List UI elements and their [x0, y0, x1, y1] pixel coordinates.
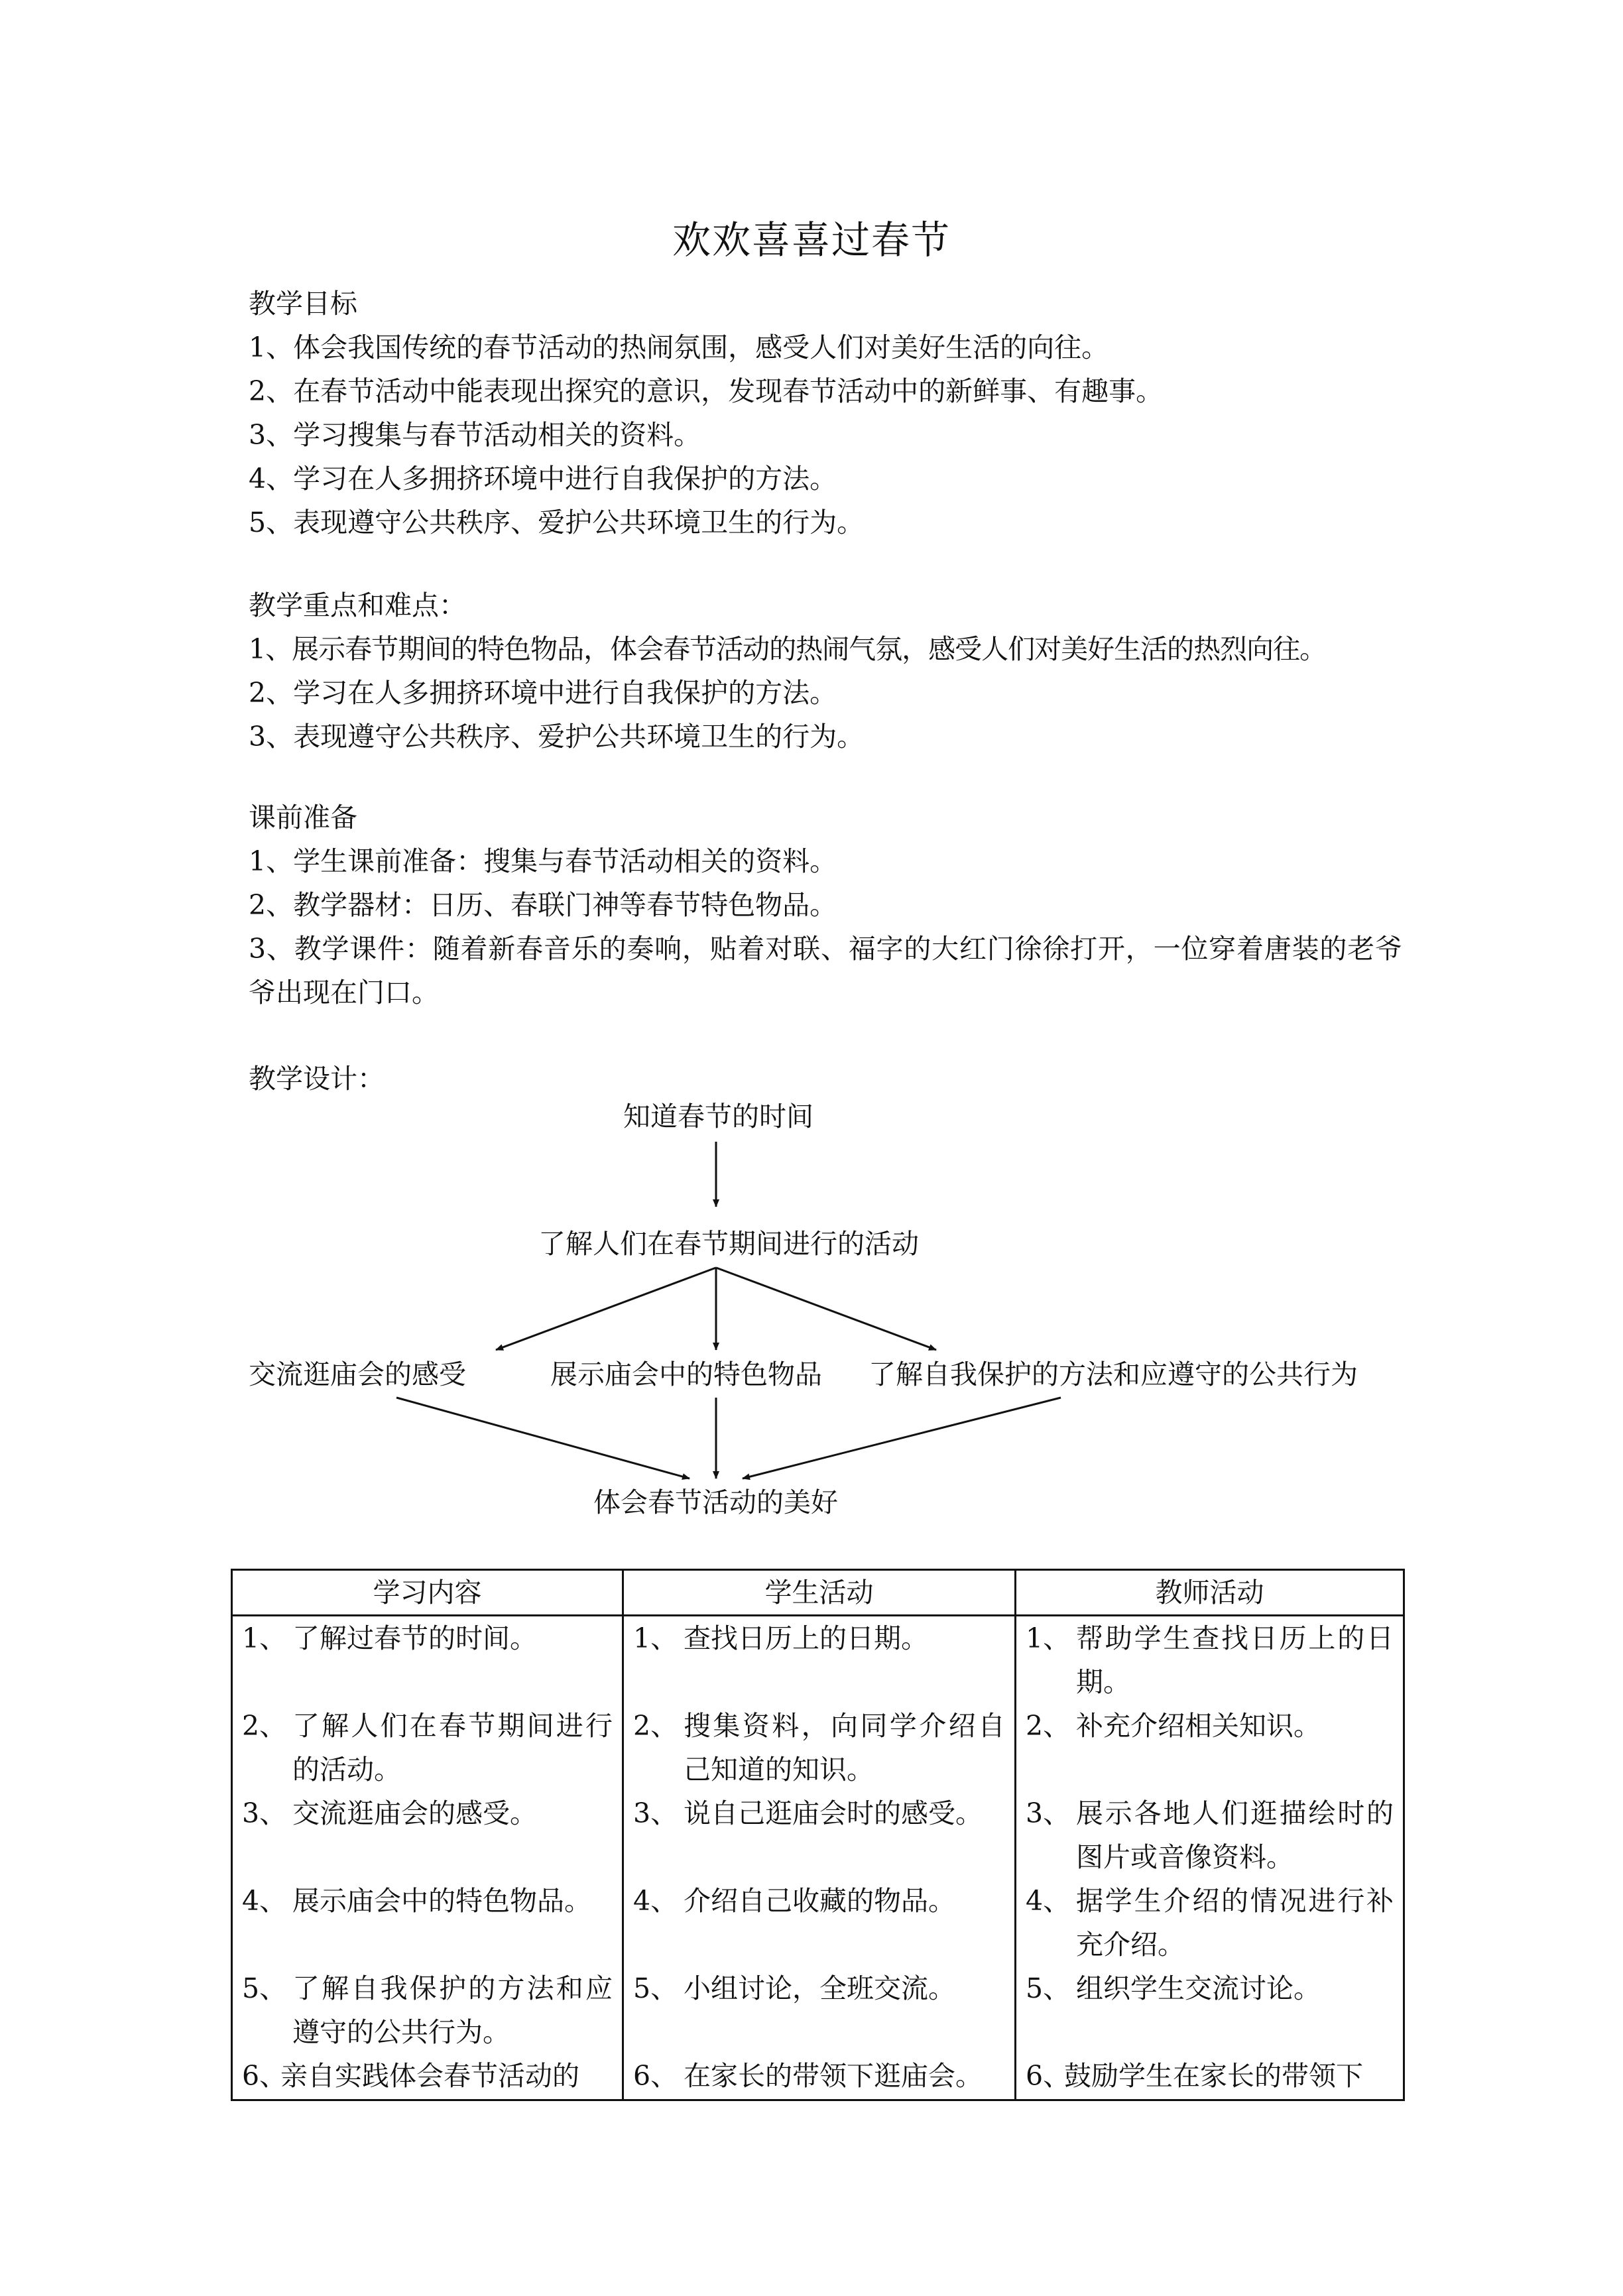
cell-text: 补充介绍相关知识。 — [1076, 1710, 1321, 1742]
cell-number: 2、 — [633, 1710, 678, 1742]
objective-item-3: 3、学习搜集与春节活动相关的资料。 — [249, 419, 701, 451]
cell-text: 在家长的带领下逛庙会。 — [684, 2060, 983, 2092]
header-student-activity: 学生活动 — [623, 1570, 1016, 1616]
table-row — [232, 1616, 1404, 1705]
preparation-item-1: 1、学生课前准备：搜集与春节活动相关的资料。 — [249, 845, 837, 877]
table-cell — [232, 2054, 623, 2100]
cell-text: 交流逛庙会的感受。 — [292, 1797, 537, 1829]
table-cell — [232, 1616, 623, 1705]
arrow-left-to-result — [396, 1398, 690, 1479]
objective-item-1: 1、体会我国传统的春节活动的热闹氛围，感受人们对美好生活的向往。 — [249, 332, 1109, 363]
page-title: 欢欢喜喜过春节 — [672, 217, 951, 263]
table-row — [232, 1791, 1404, 1879]
table-cell — [232, 1791, 623, 1879]
cell-number: 5、 — [633, 1972, 678, 2004]
table-cell — [232, 1704, 623, 1791]
table-row — [232, 1966, 1404, 2054]
cell-text: 查找日历上的日期。 — [684, 1622, 928, 1654]
cell-text: 组织学生交流讨论。 — [1076, 1972, 1321, 2004]
table-cell — [1016, 1791, 1404, 1879]
table-cell — [623, 1966, 1016, 2054]
plan-table — [231, 1569, 1405, 2101]
arrow-activities-to-right — [716, 1268, 936, 1350]
cell-text: 了解自我保护的方法和应遵守的公共行为。 — [292, 1972, 613, 2048]
table-cell — [1016, 2054, 1404, 2100]
cell-number: 1、 — [633, 1622, 678, 1654]
cell-text: 展示各地人们逛描绘时的图片或音像资料。 — [1076, 1797, 1394, 1873]
cell-number: 2、 — [1026, 1710, 1071, 1742]
preparation-heading: 课前准备 — [249, 802, 357, 833]
cell-text: 搜集资料，向同学介绍自己知道的知识。 — [684, 1710, 1005, 1785]
table-cell — [232, 1879, 623, 1966]
flow-step-activities: 了解人们在春节期间进行的活动 — [538, 1228, 919, 1260]
arrow-right-to-result — [743, 1398, 1061, 1479]
table-cell — [1016, 1879, 1404, 1966]
key-point-item-1: 1、展示春节期间的特色物品，体会春节活动的热闹气氛，感受人们对美好生活的热烈向往。 — [249, 633, 1327, 665]
cell-number: 3、 — [242, 1797, 287, 1829]
table-row — [232, 1879, 1404, 1966]
cell-number: 2、 — [242, 1710, 287, 1742]
table-cell — [623, 1704, 1016, 1791]
cell-number: 4、 — [1026, 1885, 1071, 1917]
cell-text: 了解人们在春节期间进行的活动。 — [292, 1710, 613, 1785]
plan-table-header-row — [232, 1570, 1404, 1616]
table-cell — [232, 1966, 623, 2054]
header-teacher-activity: 教师活动 — [1016, 1570, 1404, 1616]
key-points-heading: 教学重点和难点： — [249, 589, 466, 621]
cell-number: 3、 — [633, 1797, 678, 1829]
cell-text: 了解过春节的时间。 — [292, 1622, 537, 1654]
table-row — [232, 2054, 1404, 2100]
cell-number: 5、 — [242, 1972, 287, 2004]
table-cell — [623, 1616, 1016, 1705]
cell-number: 3、 — [1026, 1797, 1071, 1829]
preparation-item-2: 2、教学器材：日历、春联门神等春节特色物品。 — [249, 889, 837, 921]
table-cell — [1016, 1616, 1404, 1705]
table-cell — [1016, 1704, 1404, 1791]
cell-number: 6、 — [1026, 2060, 1071, 2092]
table-cell — [623, 2054, 1016, 2100]
cell-number: 6、 — [242, 2060, 287, 2092]
objective-item-5: 5、表现遵守公共秩序、爱护公共环境卫生的行为。 — [249, 507, 865, 538]
table-row — [232, 1704, 1404, 1791]
cell-text: 展示庙会中的特色物品。 — [292, 1885, 591, 1917]
cell-number: 5、 — [1026, 1972, 1071, 2004]
objectives-heading: 教学目标 — [249, 288, 357, 320]
cell-text: 据学生介绍的情况进行补充介绍。 — [1076, 1885, 1394, 1961]
flow-step-time: 知道春节的时间 — [623, 1101, 813, 1132]
preparation-item-3: 3、教学课件：随着新春音乐的奏响，贴着对联、福字的大红门徐徐打开，一位穿着唐装的老爷爷出现在门口。 — [249, 933, 1402, 1008]
cell-number: 1、 — [1026, 1622, 1071, 1654]
cell-number: 4、 — [242, 1885, 287, 1917]
table-cell — [623, 1791, 1016, 1879]
key-point-item-2: 2、学习在人多拥挤环境中进行自我保护的方法。 — [249, 677, 837, 709]
cell-text: 帮助学生查找日历上的日期。 — [1076, 1622, 1394, 1698]
key-point-item-3: 3、表现遵守公共秩序、爱护公共环境卫生的行为。 — [249, 721, 865, 753]
objective-item-4: 4、学习在人多拥挤环境中进行自我保护的方法。 — [249, 463, 837, 495]
cell-text: 介绍自己收藏的物品。 — [684, 1885, 955, 1917]
cell-number: 1、 — [242, 1622, 287, 1654]
design-heading: 教学设计： — [249, 1063, 385, 1095]
cell-text: 鼓励学生在家长的带领下 — [1064, 2060, 1363, 2092]
flow-branch-special-items: 展示庙会中的特色物品 — [550, 1359, 822, 1390]
cell-text: 说自己逛庙会时的感受。 — [684, 1797, 983, 1829]
header-learning-content: 学习内容 — [232, 1570, 623, 1616]
cell-text: 亲自实践体会春节活动的 — [280, 2060, 579, 2092]
flow-result: 体会春节活动的美好 — [593, 1486, 838, 1518]
cell-text: 小组讨论，全班交流。 — [684, 1972, 955, 2004]
table-cell — [1016, 1966, 1404, 2054]
table-cell — [623, 1879, 1016, 1966]
flow-branch-temple-fair-feelings: 交流逛庙会的感受 — [249, 1359, 466, 1390]
objective-item-2: 2、在春节活动中能表现出探究的意识，发现春节活动中的新鲜事、有趣事。 — [249, 375, 1164, 407]
cell-number: 4、 — [633, 1885, 678, 1917]
cell-number: 6、 — [633, 2060, 678, 2092]
flow-branch-self-protection: 了解自我保护的方法和应遵守的公共行为 — [869, 1359, 1358, 1390]
arrow-activities-to-left — [496, 1268, 716, 1350]
